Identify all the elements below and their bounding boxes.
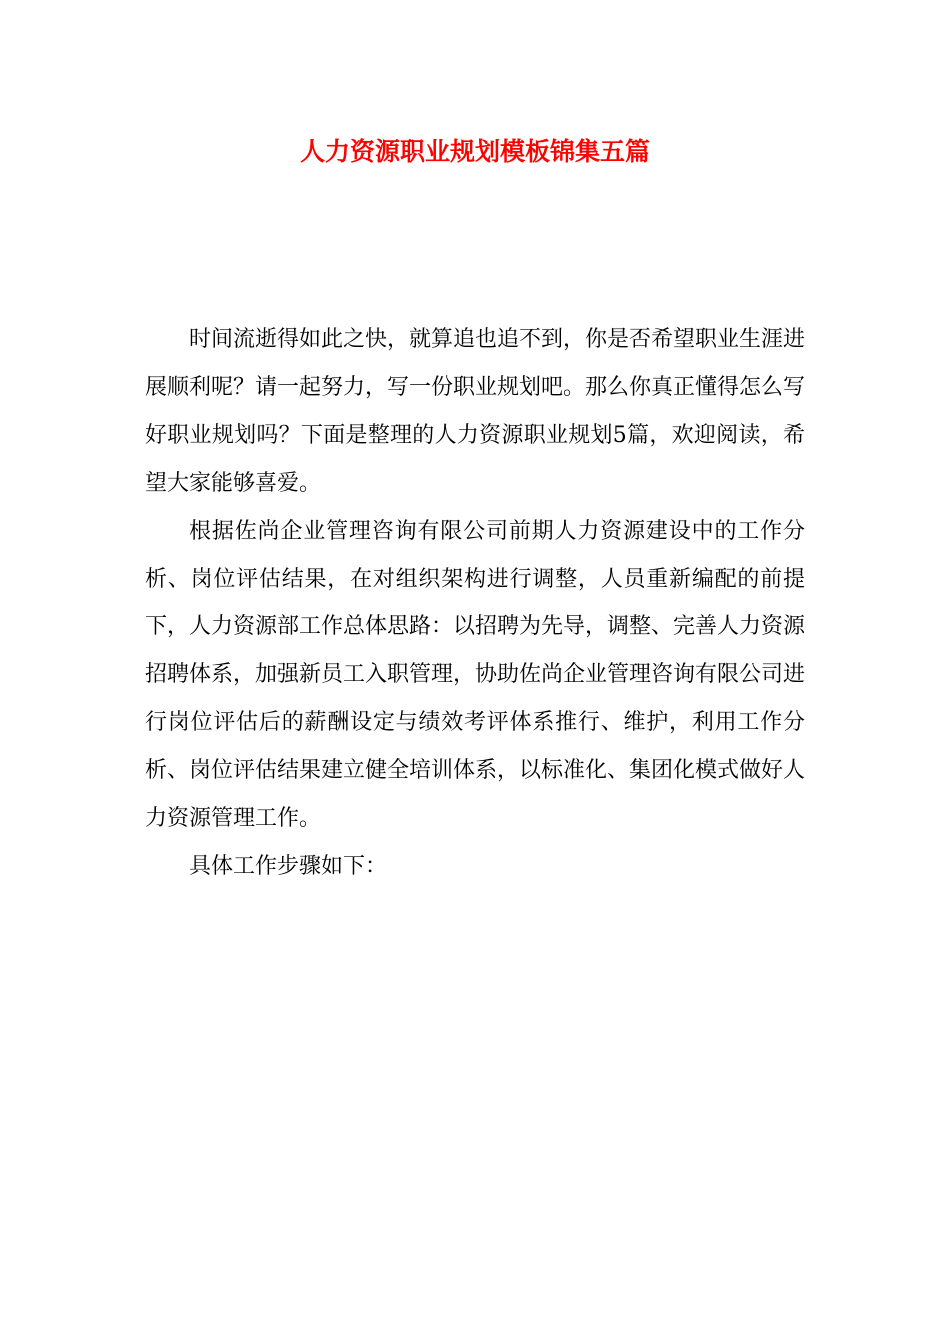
paragraph-steps-heading: 具体工作步骤如下： bbox=[189, 853, 388, 879]
document-body bbox=[145, 316, 805, 891]
paragraph-intro: 时间流逝得如此之快，就算追也追不到，你是否希望职业生涯进展顺利呢？请一起努力，写一份职业规划吧。那么你真正懂得怎么写好职业规划吗？下面是整理的人力资源职业规划5篇，欢迎阅读，希望大家能够喜爱。 bbox=[145, 327, 806, 496]
document-title: 人力资源职业规划模板锦集五篇 bbox=[299, 137, 650, 166]
paragraph-work-overview: 根据佐尚企业管理咨询有限公司前期人力资源建设中的工作分析、岗位评估结果，在对组织架构进行调整，人员重新编配的前提下，人力资源部工作总体思路：以招聘为先导，调整、完善人力资源招聘体系，加强新员工入职管理，协助佐尚企业管理咨询有限公司进行岗位评估后的薪酬设定与绩效考评体系推行、维护，利用工作分析、岗位评估结果建立健全培训体系，以标准化、集团化模式做好人力资源管理工作。 bbox=[145, 518, 806, 832]
